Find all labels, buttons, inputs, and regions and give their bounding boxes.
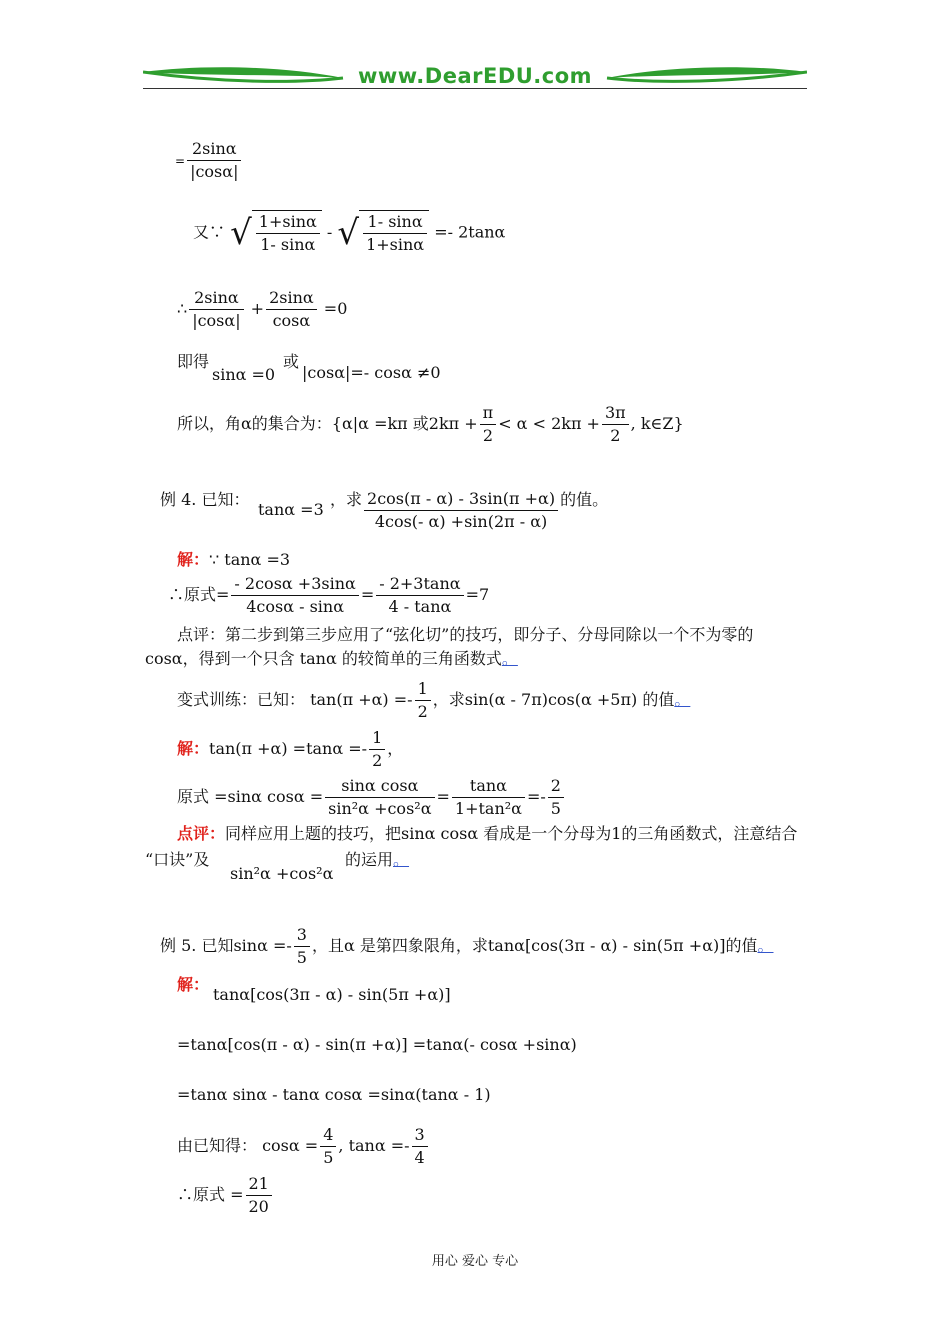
comment-4-line2: cosα，得到一个只含 tanα 的较简单的三角函数式。 [145, 649, 518, 668]
line-5: 所以，角α的集合为：{α|α =kπ 或2kπ + $\frac{\pi}{2}$ < α < 2kπ + $\frac{3\pi}{2}$ , k∈Z} [177, 403, 684, 445]
line-4b: sinα =0 [212, 365, 276, 384]
variant-problem: 变式训练：已知： tan(π +α) =- $\frac{1}{2}$ ，求sin(α - 7π)cos(α +5π) 的值。 [177, 679, 691, 721]
variant-comment-line2c: 的运用。 [345, 850, 410, 869]
variant-comment-line2a: “口诀”及 [145, 850, 210, 869]
period-link[interactable]: 。 [393, 850, 410, 869]
fraction: $\frac{2\sin\alpha}{|\cos\alpha|}$ [187, 138, 241, 183]
example-4-condition: tanα =3 [258, 500, 324, 519]
line-3: ∴ $\frac{2\sin\alpha}{|\cos\alpha|}$ + $\frac{2\sin\alpha}{\cos\alpha}$ =0 [177, 288, 348, 330]
solution-5-b: =tanα[cos(π - α) - sin(π +α)] =tanα(- cosα +sinα) [177, 1035, 577, 1054]
period-link[interactable]: 。 [501, 649, 518, 668]
page-footer: 用心 爱心 专心 [431, 1254, 519, 1269]
line-4d: |cosα|=- cosα ≠0 [302, 363, 441, 382]
variant-comment-line1: 点评：同样应用上题的技巧，把sinα cosα 看成是一个分母为1的三角函数式，注意结合 [177, 824, 798, 843]
line-1: = $\frac{2\sin\alpha}{|\cos\alpha|}$ [175, 138, 243, 183]
solution-5-d: 由已知得： cosα = $\frac{4}{5}$ , tanα =- $\frac{3}{4}$ [177, 1124, 430, 1169]
header-rule [143, 88, 807, 89]
site-name: www.DearEDU.com [357, 64, 593, 88]
period-link[interactable]: 。 [674, 690, 691, 709]
solution-4-steps: ∴原式= $\frac{- 2\cos\alpha +3\sin\alpha}{4\cos\alpha - \sin\alpha}$ = $\frac{- 2+3\tan\alpha}{4 - \tan\alpha}$ =7 [168, 574, 490, 616]
line-2: 又∵ √ $\frac{1+\sin\alpha}{1- \sin\alpha}$ - √ $\frac{1- \sin\alpha}{1+\sin\alpha}$ =- 2tanα [193, 212, 506, 254]
variant-steps: 原式 =sinα cosα = $\frac{\text{sinα cosα}}{\text{sin²α +cos²α}}$ = $\frac{\tan\alpha}{\text{1+tan²α}}$ =- $\frac{2}{5}$ [177, 775, 566, 820]
solution-5-label: 解： [177, 975, 210, 994]
solution-4: 解：∵ tanα =3 [177, 550, 291, 569]
sqrt-expression: √ $\frac{1- \sin\alpha}{1+\sin\alpha}$ [337, 210, 429, 256]
line-4c: 或 [283, 352, 300, 371]
example-4-question: ，求 $\frac{2\cos(\pi - \alpha) - 3\sin(\pi +\alpha)}{4\cos(- \alpha) +\sin(2\pi - \alpha)}$ 的值。 [330, 489, 609, 531]
solution-5-a: tanα[cos(3π - α) - sin(5π +α)] [213, 985, 451, 1004]
solution-5-c: =tanα sinα - tanα cosα =sinα(tanα - 1) [177, 1085, 491, 1104]
example-4-label: 例 4. 已知： [160, 490, 250, 509]
variant-comment-line2b: sin²α +cos²α [230, 864, 334, 883]
solution-5-e: ∴原式 = $\frac{21}{20}$ [177, 1173, 274, 1218]
period-link[interactable]: 。 [757, 936, 774, 955]
example-5: 例 5. 已知sinα =- $\frac{3}{5}$ ，且α 是第四象限角，求tanα[cos(3π - α) - sin(5π +α)]的值。 [160, 925, 774, 967]
variant-solution: 解：tan(π +α) =tanα =- $\frac{1}{2}$ ， [177, 728, 404, 770]
line-4a: 即得 [177, 352, 210, 371]
comment-4-line1: 点评：第二步到第三步应用了“弦化切”的技巧，即分子、分母同除以一个不为零的 [177, 625, 754, 644]
page-header [143, 62, 807, 94]
sqrt-expression: √ $\frac{1+\sin\alpha}{1- \sin\alpha}$ [230, 210, 322, 256]
